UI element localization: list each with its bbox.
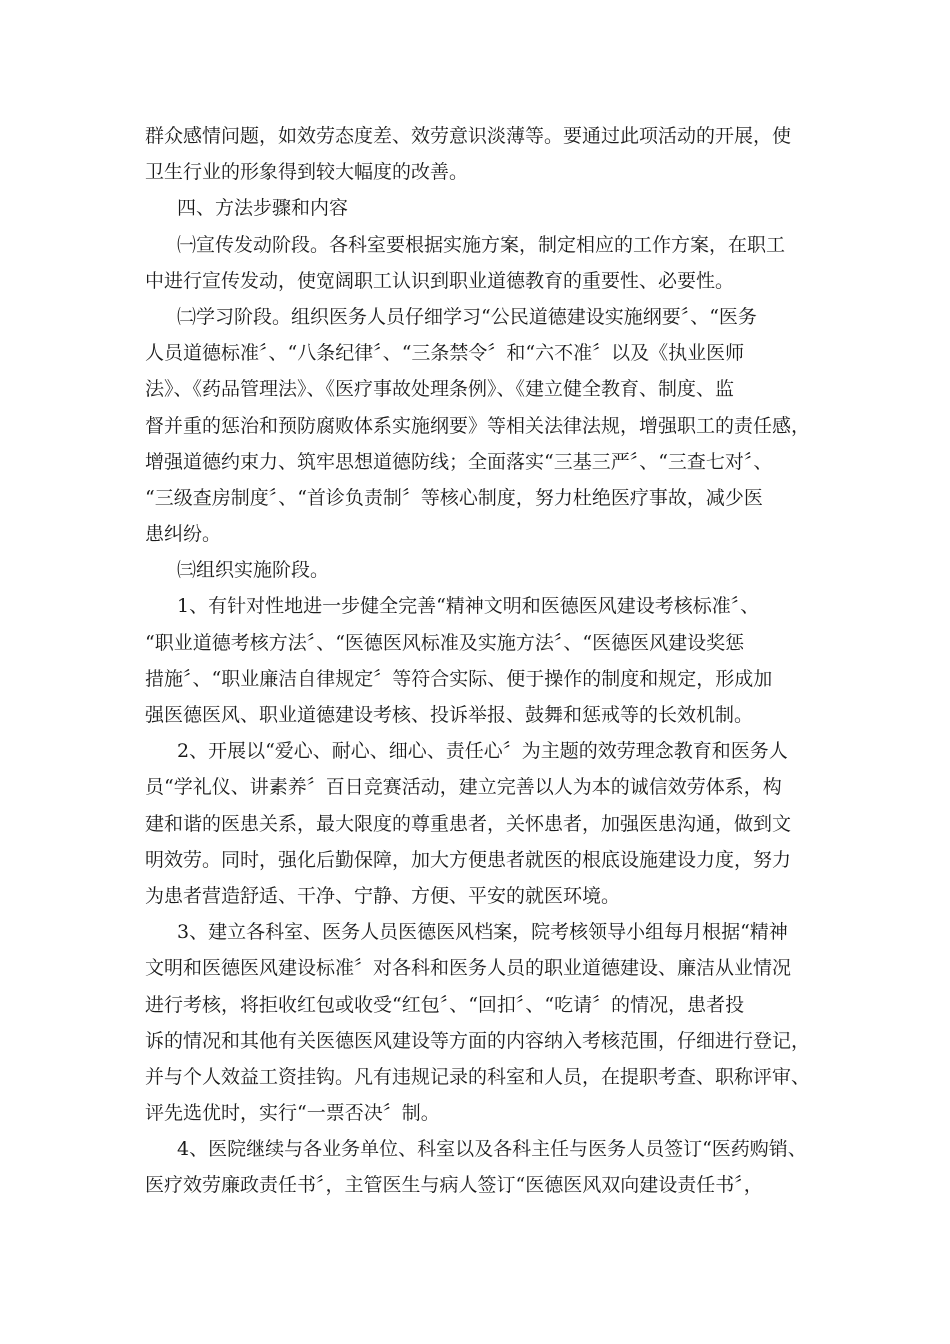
- text-line: ㈡学习阶段。组织医务人员仔细学习“公民道德建设实施纲要〞、“医务: [177, 305, 757, 328]
- text-line: 群众感情问题，如效劳态度差、效劳意识淡薄等。要通过此项活动的开展，使: [145, 125, 792, 147]
- document-body: [145, 118, 810, 1204]
- text-line: 1、有针对性地进一步健全完善“精神文明和医德医风建设考核标准〞、: [177, 595, 760, 618]
- text-line: ㈢组织实施阶段。: [177, 559, 330, 582]
- text-line: 明效劳。同时，强化后勤保障，加大方便患者就医的根底设施建设力度，努力: [145, 848, 792, 871]
- text-line: 法》、《药品管理法》、《医疗事故处理条例》、《建立健全教育、制度、监: [145, 378, 735, 401]
- text-line: 4、医院继续与各业务单位、科室以及各科主任与医务人员签订“医药购销、: [177, 1138, 807, 1161]
- text-line: 员“学礼仪、讲素养〞百日竞赛活动，建立完善以人为本的诚信效劳体系，构: [145, 776, 782, 799]
- text-line: 四、方法步骤和内容: [177, 197, 349, 220]
- text-line: 并与个人效益工资挂钩。凡有违规记录的科室和人员，在提职考查、职称评审、: [145, 1065, 811, 1088]
- text-line: 患纠纷。: [145, 523, 222, 546]
- text-line: 评先选优时，实行“一票否决〞制。: [145, 1102, 440, 1125]
- text-line: 进行考核，将拒收红包或收受“红包〞、“回扣〞、“吃请〞的情况，患者投: [145, 993, 745, 1016]
- text-line: 文明和医德医风建设标准〞对各科和医务人员的职业道德建设、廉洁从业情况: [145, 957, 792, 980]
- text-line: 医疗效劳廉政责任书〞，主管医生与病人签订“医德医风双向建设责任书〞，: [145, 1174, 763, 1197]
- text-line: 增强道德约束力、筑牢思想道德防线；全面落实“三基三严〞、“三查七对〞、: [145, 450, 773, 473]
- text-line: “职业道德考核方法〞、“医德医风标准及实施方法〞、“医德医风建设奖惩: [145, 631, 745, 654]
- text-line: 2、开展以“爱心、耐心、细心、责任心〞为主题的效劳理念教育和医务人: [177, 740, 788, 763]
- text-line: ㈠宣传发动阶段。各科室要根据实施方案，制定相应的工作方案，在职工: [177, 233, 786, 256]
- text-line: 人员道德标准〞、“八条纪律〞、“三条禁令〞和“六不准〞以及《执业医师: [145, 342, 745, 365]
- text-line: 3、建立各科室、医务人员医德医风档案，院考核领导小组每月根据“精神: [177, 921, 788, 944]
- text-line: 建和谐的医患关系，最大限度的尊重患者，关怀患者，加强医患沟通，做到文: [145, 812, 792, 835]
- text-line: 督并重的惩治和预防腐败体系实施纲要》等相关法律法规，增强职工的责任感，: [145, 414, 811, 437]
- text-line: “三级查房制度〞、“首诊负责制〞等核心制度，努力杜绝医疗事故，减少医: [145, 486, 763, 509]
- text-line: 措施〞、“职业廉洁自律规定〞等符合实际、便于操作的制度和规定，形成加: [145, 667, 773, 690]
- text-line: 诉的情况和其他有关医德医风建设等方面的内容纳入考核范围，仔细进行登记，: [145, 1029, 811, 1052]
- text-line: 卫生行业的形象得到较大幅度的改善。: [145, 161, 469, 184]
- text-line: 为患者营造舒适、干净、宁静、方便、平安的就医环境。: [145, 884, 621, 907]
- text-line: 中进行宣传发动，使宽阔职工认识到职业道德教育的重要性、必要性。: [145, 269, 735, 292]
- text-line: 强医德医风、职业道德建设考核、投诉举报、鼓舞和惩戒等的长效机制。: [145, 704, 754, 726]
